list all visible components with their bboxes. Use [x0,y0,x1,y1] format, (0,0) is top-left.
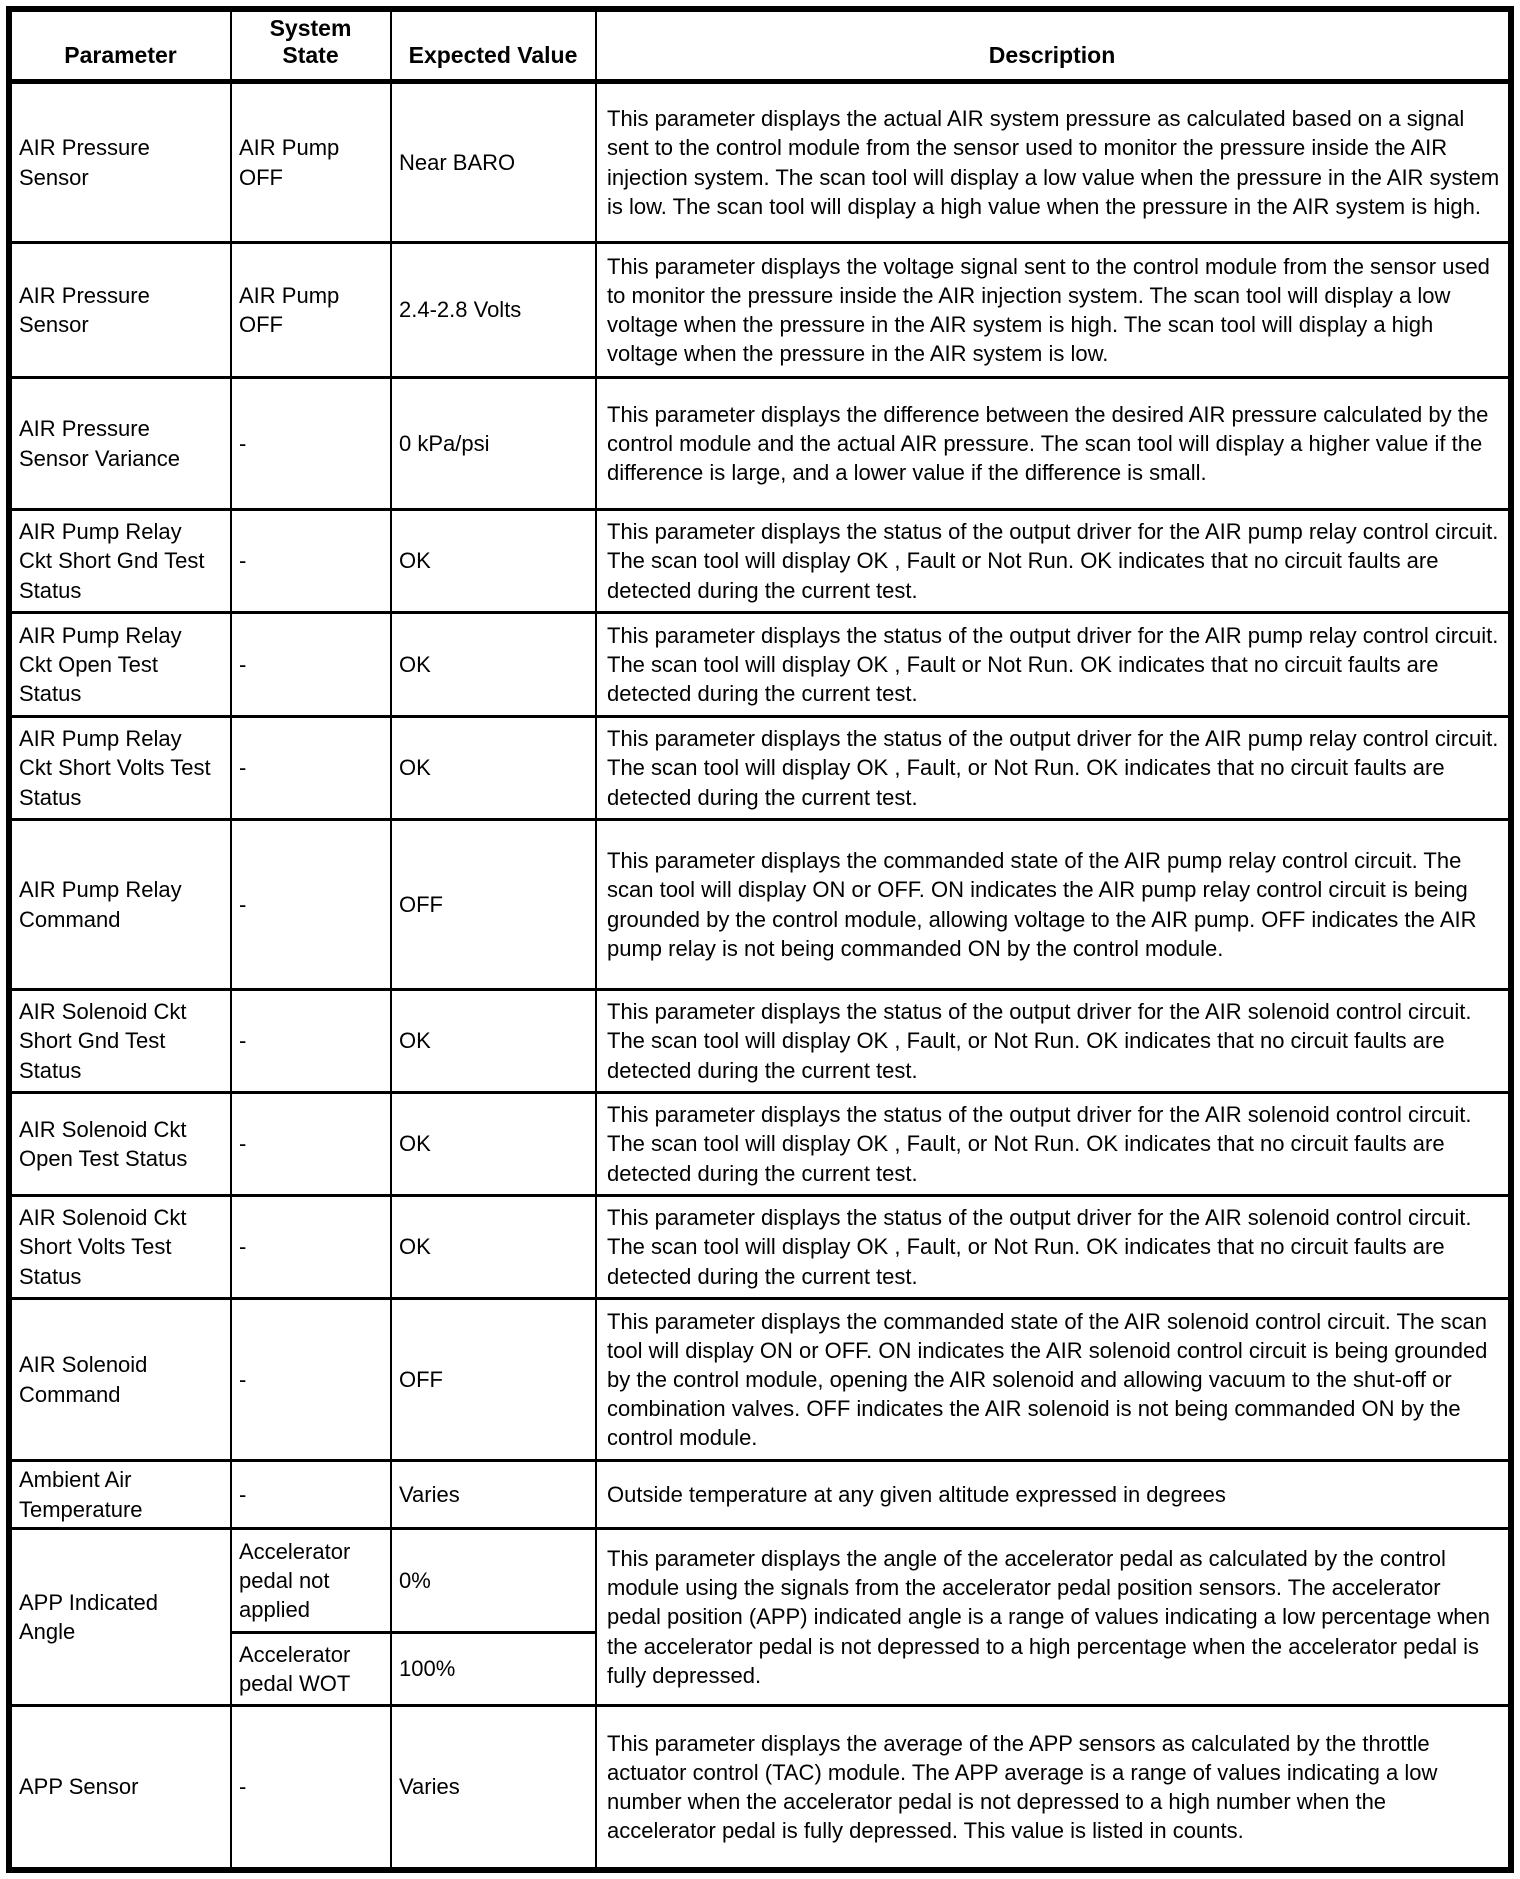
table-row [9,1093,1511,1196]
system-state-cell: - [231,1093,391,1196]
parameter-cell: Ambient Air Temperature [9,1461,231,1529]
expected-value-cell: 2.4-2.8 Volts [391,243,596,378]
header-description [596,9,1511,82]
parameter-cell: AIR Pressure Sensor [9,82,231,243]
system-state-cell: - [231,1196,391,1299]
parameter-cell: AIR Solenoid Command [9,1299,231,1461]
table-row [9,378,1511,510]
expected-value-cell: 100% [391,1633,596,1706]
expected-value-cell: 0 kPa/psi [391,378,596,510]
expected-value-cell: Near BARO [391,82,596,243]
system-state-cell: - [231,378,391,510]
table-row [9,613,1511,717]
parameter-cell: APP Sensor [9,1706,231,1870]
description-cell: This parameter displays the actual AIR system pressure as calculated based on a signal sent to the control module from the sensor used to monitor the pressure inside the AIR injection system. The scan tool will display a low value when the pressure in the AIR system is low. The scan tool will display a high value when the pressure in the AIR system is high. [596,82,1511,243]
expected-value-cell: 0% [391,1529,596,1633]
description-cell: This parameter displays the status of the output driver for the AIR solenoid control circuit. The scan tool will display OK , Fault, or Not Run. OK indicates that no circuit faults are detected during the current test. [596,990,1511,1093]
system-state-cell: - [231,717,391,820]
expected-value-cell: OK [391,1196,596,1299]
parameter-cell: AIR Solenoid Ckt Short Volts Test Status [9,1196,231,1299]
table-row [9,1706,1511,1870]
expected-value-cell: OFF [391,1299,596,1461]
description-cell: This parameter displays the status of the output driver for the AIR solenoid control circuit. The scan tool will display OK , Fault, or Not Run. OK indicates that no circuit faults are detected during the current test. [596,1196,1511,1299]
parameter-cell: AIR Solenoid Ckt Short Gnd Test Status [9,990,231,1093]
description-cell: This parameter displays the difference between the desired AIR pressure calculated by the control module and the actual AIR pressure. The scan tool will display a higher value if the difference is large, and a lower value if the difference is small. [596,378,1511,510]
table-row [9,1196,1511,1299]
description-cell: This parameter displays the status of the output driver for the AIR solenoid control circuit. The scan tool will display OK , Fault, or Not Run. OK indicates that no circuit faults are detected during the current test. [596,1093,1511,1196]
description-cell: This parameter displays the status of the output driver for the AIR pump relay control circuit. The scan tool will display OK , Fault or Not Run. OK indicates that no circuit faults are detected during the current test. [596,510,1511,613]
header-description-label: Description [988,42,1116,68]
expected-value-cell: Varies [391,1706,596,1870]
system-state-cell: - [231,1706,391,1870]
expected-value-cell: OFF [391,820,596,990]
header-system-state [231,9,391,82]
table-row [9,1461,1511,1529]
system-state-cell: - [231,1299,391,1461]
expected-value-cell: Varies [391,1461,596,1529]
table-row [9,82,1511,243]
system-state-cell: - [231,990,391,1093]
table-row [9,510,1511,613]
parameter-cell: AIR Pressure Sensor [9,243,231,378]
system-state-cell: Accelerator pedal WOT [231,1633,391,1706]
description-cell: This parameter displays the status of the output driver for the AIR pump relay control circuit. The scan tool will display OK , Fault or Not Run. OK indicates that no circuit faults are detected during the current test. [596,613,1511,717]
description-cell: This parameter displays the angle of the accelerator pedal as calculated by the control module using the signals from the accelerator pedal position sensors. The accelerator pedal position (APP) indicated angle is a range of values indicating a low percentage when the accelerator pedal is not depressed to a high percentage when the accelerator pedal is fully depressed. [596,1529,1511,1706]
system-state-cell: AIR Pump OFF [231,82,391,243]
parameter-cell: APP Indicated Angle [9,1529,231,1706]
system-state-cell: - [231,613,391,717]
description-cell: Outside temperature at any given altitude expressed in degrees [596,1461,1511,1529]
description-cell: This parameter displays the voltage signal sent to the control module from the sensor used to monitor the pressure inside the AIR injection system. The scan tool will display a low voltage when the pressure in the AIR system is high. The scan tool will display a high voltage when the pressure in the AIR system is low. [596,243,1511,378]
system-state-cell: AIR Pump OFF [231,243,391,378]
table-row [9,243,1511,378]
header-expected-value [391,9,596,82]
description-cell: This parameter displays the commanded state of the AIR pump relay control circuit. The scan tool will display ON or OFF. ON indicates the AIR pump relay control circuit is being grounded by the control module, allowing voltage to the AIR pump. OFF indicates the AIR pump relay is not being commanded ON by the control module. [596,820,1511,990]
parameter-cell: AIR Pump Relay Ckt Short Volts Test Status [9,717,231,820]
header-parameter [9,9,231,82]
table-row [9,990,1511,1093]
parameter-cell: AIR Pressure Sensor Variance [9,378,231,510]
table-header-row [9,9,1511,82]
description-cell: This parameter displays the commanded state of the AIR solenoid control circuit. The scan tool will display ON or OFF. ON indicates the AIR solenoid control circuit is being grounded by the control module, opening the AIR solenoid and allowing vacuum to the shut-off or combination valves. OFF indicates the AIR solenoid is not being commanded ON by the control module. [596,1299,1511,1461]
expected-value-cell: OK [391,990,596,1093]
expected-value-cell: OK [391,717,596,820]
expected-value-cell: OK [391,613,596,717]
header-parameter-label: Parameter [64,42,177,68]
header-system-state-label: System State [269,15,352,68]
table-row [9,1529,1511,1633]
table-row [9,717,1511,820]
system-state-cell: - [231,510,391,613]
expected-value-cell: OK [391,510,596,613]
table-row [9,820,1511,990]
parameter-cell: AIR Solenoid Ckt Open Test Status [9,1093,231,1196]
description-cell: This parameter displays the status of the output driver for the AIR pump relay control circuit. The scan tool will display OK , Fault, or Not Run. OK indicates that no circuit faults are detected during the current test. [596,717,1511,820]
scan-tool-parameters-table [6,6,1514,1873]
parameter-cell: AIR Pump Relay Command [9,820,231,990]
system-state-cell: - [231,1461,391,1529]
system-state-cell: - [231,820,391,990]
header-expected-value-label: Expected Value [408,42,578,68]
parameter-cell: AIR Pump Relay Ckt Open Test Status [9,613,231,717]
table-row [9,1299,1511,1461]
parameter-cell: AIR Pump Relay Ckt Short Gnd Test Status [9,510,231,613]
expected-value-cell: OK [391,1093,596,1196]
system-state-cell: Accelerator pedal not applied [231,1529,391,1633]
description-cell: This parameter displays the average of the APP sensors as calculated by the throttle actuator control (TAC) module. The APP average is a range of values indicating a low number when the accelerator pedal is not depressed to a high number when the accelerator pedal is fully depressed. This value is listed in counts. [596,1706,1511,1870]
